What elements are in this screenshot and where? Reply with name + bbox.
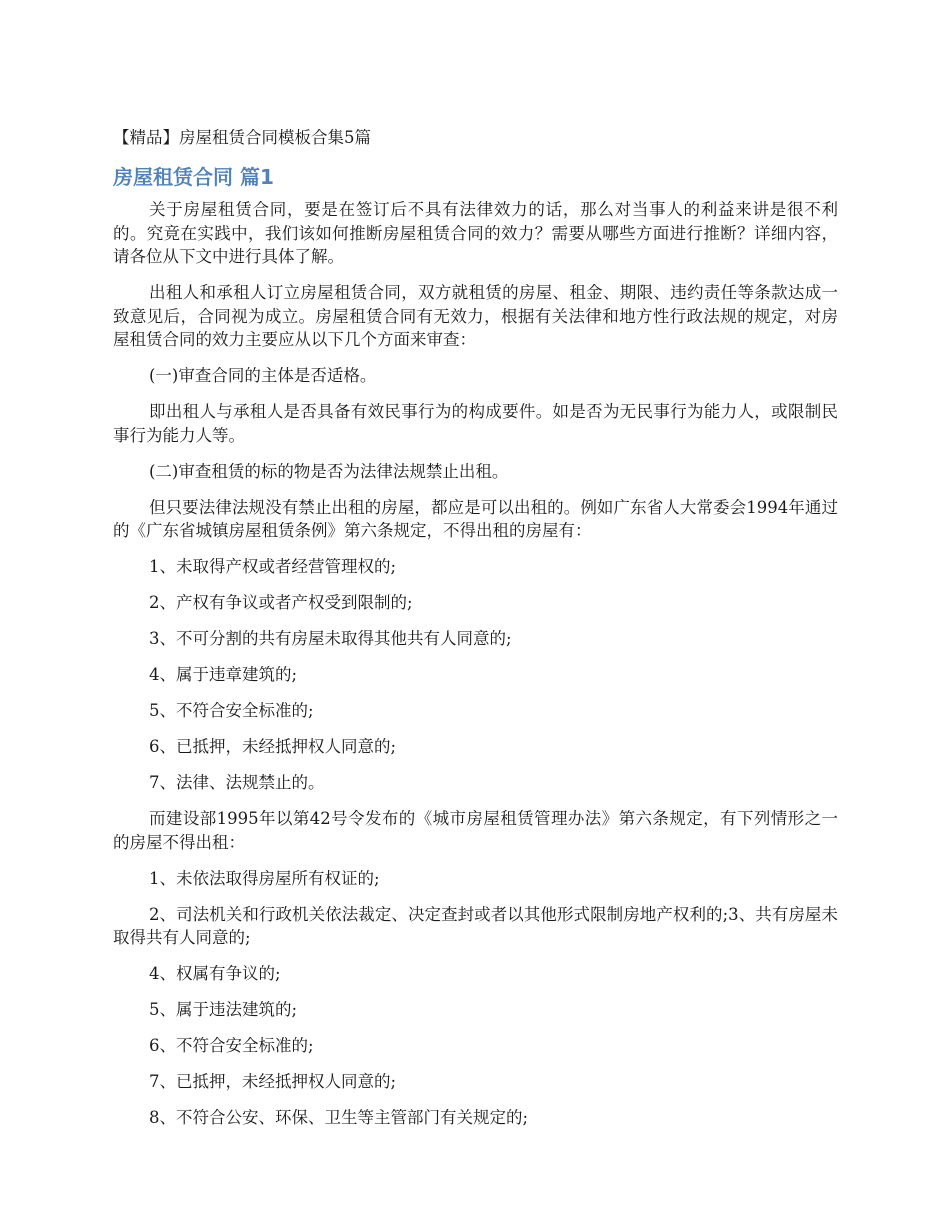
list-item: 7、已抵押，未经抵押权人同意的; [149,1072,397,1091]
list-item: 1、未取得产权或者经营管理权的; [149,557,397,576]
list-item: 6、已抵押，未经抵押权人同意的; [149,737,397,756]
list-item: 3、不可分割的共有房屋未取得其他共有人同意的; [149,629,512,648]
document-page [113,124,838,1142]
list-item: 4、权属有争议的; [149,964,281,983]
list-item: 5、属于违法建筑的; [149,1000,298,1019]
paragraph: 关于房屋租赁合同，要是在签订后不具有法律效力的话，那么对当事人的利益来讲是很不利的。究竟在实践中，我们该如何推断房屋租赁合同的效力？需要从哪些方面进行推断？详细内容，请各位从下文中进行具体了解。 [113,200,838,266]
list-item: 8、不符合公安、环保、卫生等主管部门有关规定的; [149,1108,529,1127]
document-title: 【精品】房屋租赁合同模板合集5篇 [113,128,371,147]
list-item: 5、不符合安全标准的; [149,701,314,720]
paragraph: 即出租人与承租人是否具备有效民事行为的构成要件。如是否为无民事行为能力人，或限制民事行为能力人等。 [113,402,838,445]
paragraph: 而建设部1995年以第42号令发布的《城市房屋租赁管理办法》第六条规定，有下列情形之一的房屋不得出租： [113,809,838,852]
list-item: 2、司法机关和行政机关依法裁定、决定查封或者以其他形式限制房地产权利的;3、共有房屋未取得共有人同意的; [113,904,838,947]
list-item: 6、不符合安全标准的; [149,1036,314,1055]
list-item: 7、法律、法规禁止的。 [149,773,325,792]
paragraph: (二)审查租赁的标的物是否为法律法规禁止出租。 [149,461,509,481]
list-item: 1、未依法取得房屋所有权证的; [149,868,380,888]
list-item: 2、产权有争议或者产权受到限制的; [149,593,413,612]
list-item: 4、属于违章建筑的; [149,665,298,684]
paragraph: 但只要法律法规没有禁止出租的房屋，都应是可以出租的。例如广东省人大常委会1994年通过的《广东省城镇房屋租赁条例》第六条规定，不得出租的房屋有： [113,497,838,540]
section-heading: 房屋租赁合同 篇1 [113,165,274,189]
paragraph: 出租人和承租人订立房屋租赁合同，双方就租赁的房屋、租金、期限、违约责任等条款达成一致意见后，合同视为成立。房屋租赁合同有无效力，根据有关法律和地方性行政法规的规定，对房屋租赁合同的效力主要应从以下几个方面来审查： [113,283,838,349]
paragraph: (一)审查合同的主体是否适格。 [149,366,377,385]
